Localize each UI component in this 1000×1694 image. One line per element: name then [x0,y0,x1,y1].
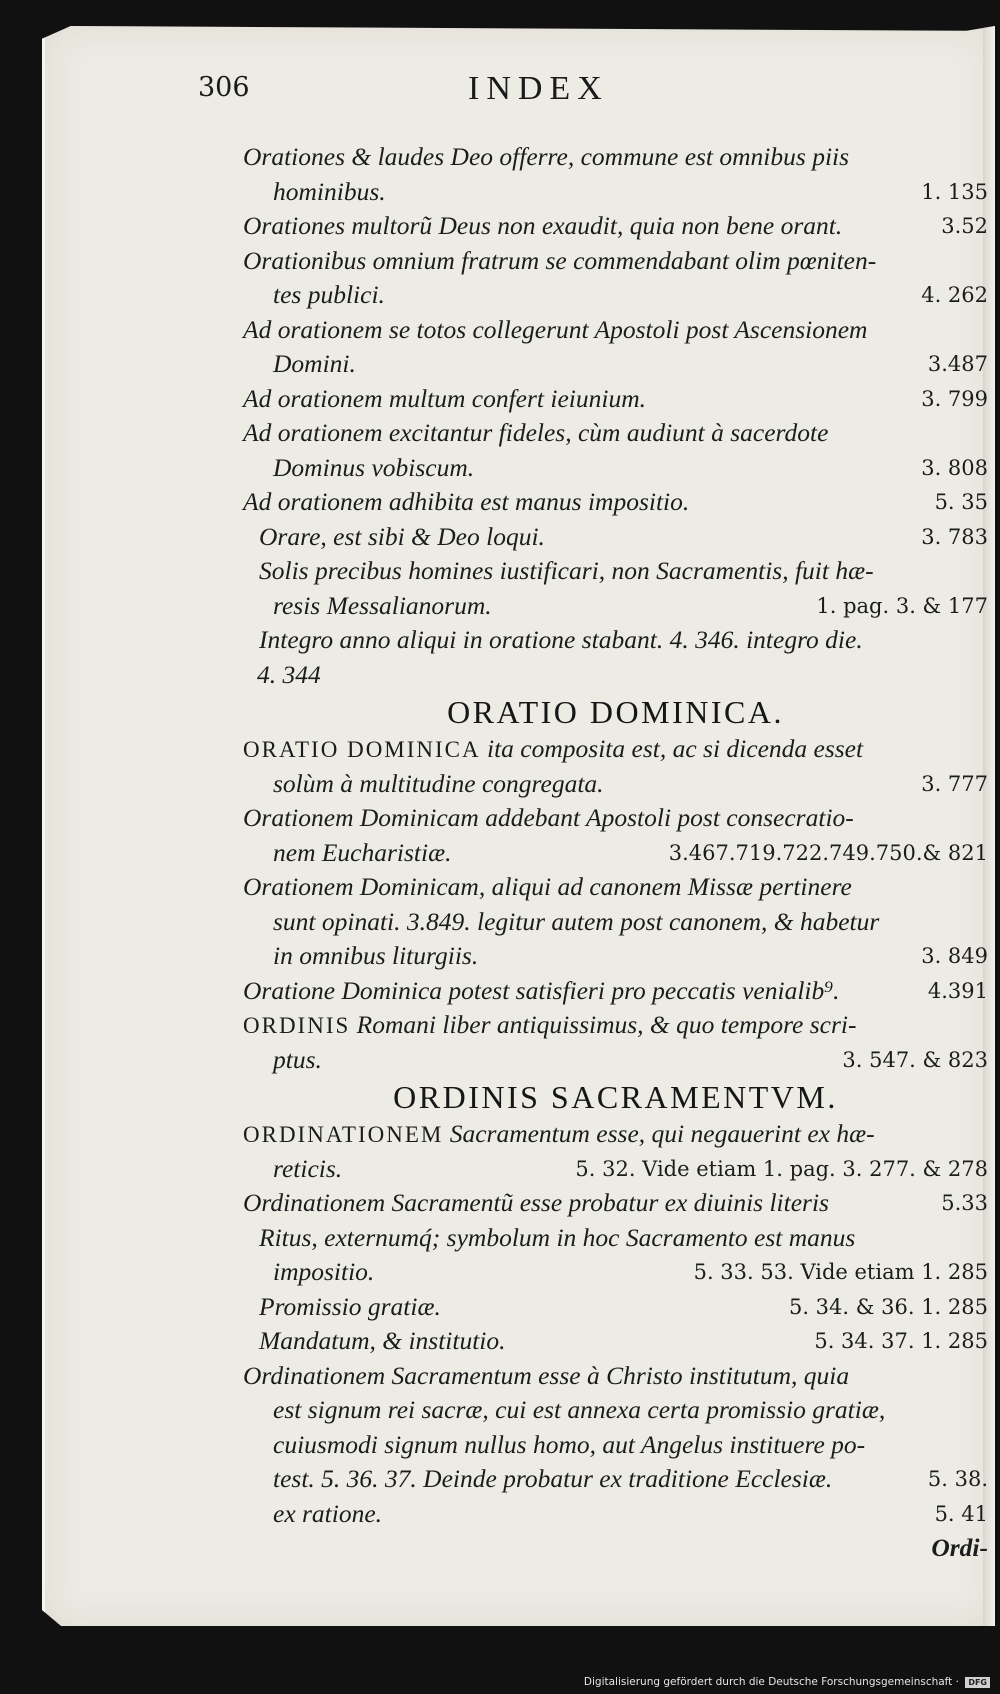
index-text [243,140,988,1566]
index-line [243,1043,988,1078]
index-line [243,1008,988,1043]
entry-reference: 1. pag. 3. & 177 [816,593,988,618]
entry-reference: 1. 135 [921,179,988,204]
entry-reference: 5. 34. & 36. 1. 285 [788,1294,988,1319]
catchword: Ordi- [931,1533,988,1562]
entry-reference: 3. 777 [921,771,988,796]
entry-text: Ordinationem Sacramentum esse à Christo institutum, quia [243,1360,850,1390]
index-line [243,1255,988,1290]
entry-text: ita composita est, ac si dicenda esset [480,734,864,763]
entry-text: Ad orationem excitantur fideles, cùm audiunt à sacerdote [243,418,829,447]
entry-text: sunt opinati. 3.849. legitur autem post canonem, & habetur [273,906,880,936]
entry-text: Orare, est sibi & Deo loqui. [259,521,545,551]
entry-text: Ordinationem Sacramentũ esse probatur ex diuinis literis [243,1188,829,1217]
entry-text: Romani liber antiquissimus, & quo tempore scri- [350,1010,857,1039]
index-line [243,451,988,486]
index-line [243,1428,988,1463]
entry-text: Ritus, externumq́; symbolum in hoc Sacramento est manus [259,1222,856,1252]
index-line [243,554,988,589]
entry-reference: 3. 547. & 823 [842,1047,988,1072]
entry-text: Ad orationem adhibita est manus impositio. [243,487,690,516]
index-line [243,1221,988,1256]
entry-text: ptus. [273,1044,322,1074]
index-line [243,732,988,767]
entry-reference: 3.52 [941,214,988,238]
index-line [243,140,988,175]
footer-text: Digitalisierung gefördert durch die Deutsche Forschungsgemeinschaft · [583,1676,959,1688]
entry-reference: 3. 808 [921,455,988,480]
entry-reference: 3. 849 [921,944,988,968]
entry-text: Ad orationem multum confert ieiunium. [243,383,646,413]
entry-text: Integro anno aliqui in oratione stabant. 4. 346. integro die. [259,625,863,654]
entry-reference: 3. 799 [921,386,988,411]
index-line [243,767,988,802]
entry-reference: 4.391 [927,978,988,1003]
index-block-orationes [243,140,988,692]
index-block-ordinis [243,1117,988,1531]
index-line [243,1359,988,1394]
running-head: INDEX [468,70,609,107]
entry-reference: 3.467.719.722.749.750.& 821 [668,840,988,865]
entry-lead-word: ORDINIS [243,1013,351,1038]
index-line [243,1117,988,1152]
index-line [243,1393,988,1428]
entry-text: solùm à multitudine congregata. [273,768,604,798]
entry-text: Ad orationem se totos collegerunt Apostoli post Ascensionem [243,314,868,344]
index-line [243,1186,988,1221]
entry-reference: 4. 262 [921,283,988,307]
entry-reference: 5.33 [941,1191,988,1215]
section-heading-oratio-dominica: ORATIO DOMINICA. [447,694,784,730]
entry-reference: 5. 34. 37. 1. 285 [814,1329,988,1353]
index-line [243,347,988,382]
digitization-footer [584,1676,990,1688]
entry-text: Mandatum, & institutio. [259,1326,506,1355]
index-line [243,382,988,417]
index-line [243,1462,988,1497]
entry-reference: 3.487 [927,352,988,376]
entry-text: Sacramentum esse, qui negauerint ex hæ- [443,1119,875,1148]
entry-lead-word: ORATIO DOMINICA [243,737,481,762]
entry-text: Orationes multorũ Deus non exaudit, quia non bene orant. [243,211,843,240]
index-line [243,520,988,555]
index-line [243,278,988,313]
index-line [243,1324,988,1359]
entry-reference: 5. 33. 53. Vide etiam 1. 285 [693,1260,988,1284]
index-line [243,244,988,279]
index-line [243,416,988,451]
index-line [243,836,988,871]
index-line [243,1497,988,1532]
entry-text: Domini. [273,349,356,378]
entry-reference: 5. 35 [934,490,988,514]
index-line [243,209,988,244]
index-line [243,905,988,940]
entry-text: resis Messalianorum. [273,590,492,620]
entry-lead-word: ORDINATIONEM [243,1122,444,1147]
index-line [243,939,988,974]
entry-text: impositio. [273,1257,375,1286]
entry-text: Dominus vobiscum. [273,452,475,482]
entry-text: Oratione Dominica potest satisfieri pro peccatis venialib⁹. [243,975,840,1005]
index-line [243,1290,988,1325]
entry-text: reticis. [273,1153,343,1183]
entry-text: cuiusmodi signum nullus homo, aut Angelus instituere po- [273,1429,866,1459]
entry-text: Orationem Dominicam, aliqui ad canonem Missæ pertinere [243,872,852,901]
entry-text: Orationibus omnium fratrum se commendabant olim pœniten- [243,245,877,275]
index-line [243,801,988,836]
entry-text: in omnibus liturgiis. [273,941,479,970]
dfg-logo: DFG [965,1677,990,1688]
index-line [243,1152,988,1187]
entry-text: Orationem Dominicam addebant Apostoli post consecratio- [243,803,854,832]
entry-text: tes publici. [273,280,385,309]
index-line [243,623,988,658]
entry-text: nem Eucharistiæ. [273,837,452,867]
entry-text: Solis precibus homines iustificari, non Sacramentis, fuit hæ- [259,556,874,585]
entry-reference: 3. 783 [921,524,988,549]
entry-text: ex ratione. [273,1498,383,1528]
section-heading-ordinis-sacramentum: ORDINIS SACRAMENTVM. [393,1079,838,1115]
entry-text: test. 5. 36. 37. Deinde probatur ex traditione Ecclesiæ. [273,1464,833,1493]
entry-text: est signum rei sacræ, cui est annexa certa promissio gratiæ, [273,1395,886,1424]
index-block-oratio-dominica [243,732,988,1077]
page-number: 306 [198,72,250,103]
entry-text: Orationes & laudes Deo offerre, commune est omnibus piis [243,142,850,171]
index-line [243,870,988,905]
entry-reference: 5. 32. Vide etiam 1. pag. 3. 277. & 278 [575,1156,988,1181]
index-line [243,175,988,210]
index-line [243,974,988,1009]
page-header [198,72,818,116]
index-line [243,485,988,520]
index-line [243,589,988,624]
entry-text: hominibus. [273,176,386,206]
entry-text: 4. 344 [257,659,321,689]
entry-reference: 5. 38. [927,1467,988,1491]
entry-reference: 5. 41 [934,1501,988,1526]
index-line [243,658,988,693]
index-line [243,313,988,348]
entry-text: Promissio gratiæ. [259,1291,441,1321]
